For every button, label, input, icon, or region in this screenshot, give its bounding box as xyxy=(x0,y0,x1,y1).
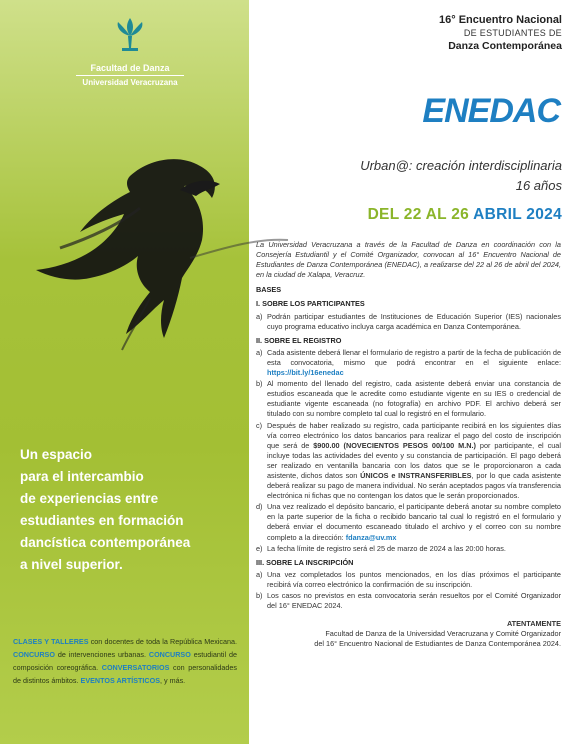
activity-text: con personalidades de distintos ámbitos. xyxy=(13,663,237,685)
event-title-line2: DE ESTUDIANTES DE xyxy=(463,28,562,38)
enedac-wordmark: ENEDAC xyxy=(422,92,560,130)
signature-line1: Facultad de Danza de la Universidad Veracruzana y Comité Organizador xyxy=(325,629,561,639)
list-item: a) Una vez completados los puntos mencionados, en los días próximos el participante recibirá vía correo electrónico la confirmación de su inscripción. xyxy=(256,569,561,589)
tagline-line: dancística contemporánea xyxy=(20,535,191,550)
theme xyxy=(360,156,562,196)
activity-text: con docentes de toda la República Mexicana. xyxy=(88,637,237,646)
item-text: Una vez completados los puntos mencionados, en los días próximos el participante recibirá vía correo electrónico la confirmación de su inscripción. xyxy=(267,569,561,589)
list-item: c) Después de haber realizado su registro, cada participante recibirá en los siguientes días vía correo electrónico los datos bancarios para realizar el pago del costo de inscripción que será de $900.00 (NOVECIENTOS PESOS 00/100 M.N.) por participante, el cual incluye todas las actividades del evento y su constancia de participación. El pago deberá ser realizado en ventanilla bancaria con los datos que se le proporcionaron a cada asistente, dichos datos son ÚNICOS e INSTRANSFERIBLES, por lo que cada asistente deberá realizar su pago de manera individual. No serán aceptados pagos vía transferencia electrónica ni fichas que no contengan los datos que le serán proporcionados. xyxy=(256,420,562,501)
tagline-line: a nivel superior. xyxy=(20,557,123,572)
registration-link[interactable]: https://bit.ly/16enedac xyxy=(267,368,344,378)
dancer-photo xyxy=(30,128,290,358)
contact-email-link[interactable]: fdanza@uv.mx xyxy=(345,532,397,542)
left-green-panel xyxy=(0,0,249,744)
activity-contest: CONCURSO xyxy=(13,650,55,659)
list-item: a) Podrán participar estudiantes de Instituciones de Educación Superior (IES) nacionales cuyo programa educativo incluya carga académica en Danza Contemporánea. xyxy=(256,311,561,331)
activities-list xyxy=(13,635,237,687)
event-title-line3: Danza Contemporánea xyxy=(448,40,562,52)
item-text: Los casos no previstos en esta convocatoria serán resueltos por el Comité Organizador del 16° ENEDAC 2024. xyxy=(267,591,561,611)
tagline-line: estudiantes en formación xyxy=(20,513,184,528)
tagline-line: Un espacio xyxy=(20,447,93,462)
section-registration-title: II. SOBRE EL REGISTRO xyxy=(256,335,342,345)
list-item: b) Al momento del llenado del registro, cada asistente deberá enviar una constancia de estudios escaneada que le acredite como estudiante vigente en su IES o credencial de estudiante vigente escaneada (no fotografía) en archivo PDF. El archivo deberá ser titulado con su nombre completo tal cual lo registró en el formulario. xyxy=(256,379,561,419)
logo-line-university: Universidad Veracruzana xyxy=(82,78,178,87)
bases-heading: BASES xyxy=(256,285,282,295)
item-text: Al momento del llenado del registro, cada asistente deberá enviar una constancia de estudios escaneada que le acredite como estudiante vigente en su IES o credencial de estudiante vigente escaneada (no fotografía) en archivo PDF. El archivo deberá ser titulado con su nombre completo tal cual lo registró en el formulario. xyxy=(267,379,561,419)
fee-amount: $900.00 (NOVECIENTOS PESOS 00/100 M.N.) xyxy=(313,440,476,450)
signature-title: ATENTAMENTE xyxy=(506,619,561,629)
item-text: , por lo que cada asistente deberá realizar su pago de manera individual. No serán aceptados pagos vía transferencia electrónica ni fichas que no contengan los datos que le serán proporcionados. xyxy=(267,470,562,501)
veracruz-flower-icon xyxy=(110,14,150,54)
activity-text: estudiantil de composición coreográfica. xyxy=(13,650,237,672)
right-column xyxy=(252,0,562,744)
item-text: por participante, el cual incluye todas las actividades del evento y su constancia de participación. El pago deberá ser realizado en ventanilla bancaria con los datos que se le proporcionaron a cada asistente, dichos datos son xyxy=(267,440,561,480)
tagline-line: para el intercambio xyxy=(20,469,144,484)
section-inscription-title: III. SOBRE LA INSCRIPCIÓN xyxy=(256,557,354,567)
section-participants-list xyxy=(256,312,561,332)
item-text: Podrán participar estudiantes de Instituciones de Educación Superior (IES) nacionales cuyo programa educativo incluya carga académica en Danza Contemporánea. xyxy=(267,311,561,331)
item-text: Después de haber realizado su registro, cada participante recibirá en los siguientes días vía correo electrónico los datos bancarios para realizar el pago del costo de inscripción que será de xyxy=(267,420,561,450)
logo-divider xyxy=(76,75,184,76)
activity-text: , y más. xyxy=(160,676,186,685)
logo-line-faculty: Facultad de Danza xyxy=(90,63,170,73)
event-title xyxy=(262,14,562,52)
activity-contest-choreo: CONCURSO xyxy=(148,650,191,659)
item-text: La fecha límite de registro será el 25 de marzo de 2024 a las 20:00 horas. xyxy=(267,543,506,553)
theme-title: Urban@: creación interdisciplinaria xyxy=(360,158,562,173)
tagline xyxy=(20,444,240,576)
activity-conversations: CONVERSATORIOS xyxy=(101,663,170,672)
item-text: Una vez realizado el depósito bancario, el participante deberá anotar su nombre completo en la parte superior de la ficha o recibido bancario tal cual lo registró en el formulario y deberá enviar el documento escaneado titulado el archivo y el correo con su nombre completo a la dirección: xyxy=(267,502,561,542)
list-item: a) Cada asistente deberá llenar el formulario de registro a partir de la fecha de publicación de esta convocatoria, mismo que podrá encontrar en el siguiente enlace: https://bit.ly/16enedac xyxy=(256,347,561,378)
list-item: d) Una vez realizado el depósito bancario, el participante deberá anotar su nombre completo en la parte superior de la ficha o recibido bancario tal cual lo registró en el formulario y deberá enviar el documento escaneado titulado el archivo y el correo con su nombre completo a la dirección: fdanza@uv.mx xyxy=(256,502,561,542)
enedac-logo xyxy=(402,88,562,134)
unique-note: ÚNICOS e INSTRANSFERIBLES xyxy=(360,470,472,480)
call-body xyxy=(256,240,561,649)
activity-classes: CLASES Y TALLERES xyxy=(13,637,89,646)
event-dates xyxy=(368,206,562,224)
dates-month: ABRIL 2024 xyxy=(473,206,562,223)
tagline-line: de experiencias entre xyxy=(20,491,159,506)
dates-range: DEL 22 AL 26 xyxy=(367,206,470,223)
signature-block xyxy=(256,619,561,649)
list-item: b) Los casos no previstos en esta convocatoria serán resueltos por el Comité Organizador del 16° ENEDAC 2024. xyxy=(256,591,561,611)
theme-years: 16 años xyxy=(515,178,562,193)
signature-line2: del 16° Encuentro Nacional de Estudiantes de Danza Contemporánea 2024. xyxy=(314,639,561,649)
faculty-logo xyxy=(70,14,190,87)
section-registration-list xyxy=(256,348,561,554)
item-text: Cada asistente deberá llenar el formulario de registro a partir de la fecha de publicación de esta convocatoria, mismo que podrá encontrar en el siguiente enlace: xyxy=(267,347,561,367)
activity-events: EVENTOS ARTÍSTICOS xyxy=(80,676,161,685)
section-participants-title: I. SOBRE LOS PARTICIPANTES xyxy=(256,299,365,309)
event-title-line1: 16° Encuentro Nacional xyxy=(439,14,562,26)
list-item: e) La fecha límite de registro será el 25 de marzo de 2024 a las 20:00 horas. xyxy=(256,543,506,553)
intro-paragraph: La Universidad Veracruzana a través de la Facultad de Danza en coordinación con la Consejería Estudiantil y el Comité Organizador, convocan al 16° Encuentro Nacional de Estudiantes de Danza Contemporánea (ENEDAC), a realizarse del 22 al 26 de abril del 2024, en la ciudad de Xalapa, Veracruz. xyxy=(256,240,561,280)
activity-text: de intervenciones urbanas. xyxy=(54,650,149,659)
section-inscription-list xyxy=(256,570,561,611)
